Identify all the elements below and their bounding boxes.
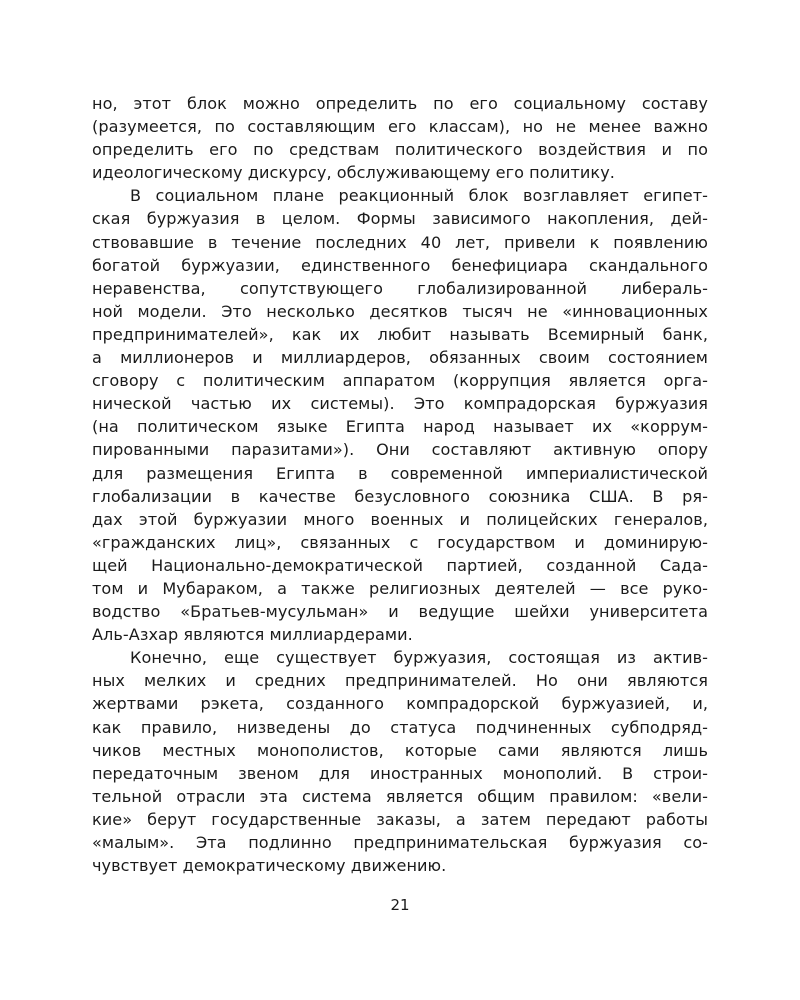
text-line: том и Мубараком, а также религиозных деятелей — все руко-: [92, 578, 708, 598]
text-line: чувствует демократическому движению.: [92, 856, 447, 876]
text-line: «малым». Эта подлинно предпринимательская буржуазия со-: [92, 833, 708, 852]
text-line: Аль-Азхар являются миллиардерами.: [92, 625, 413, 645]
paragraph: [92, 646, 708, 877]
text-line: предпринимателей», как их любит называть Всемирный банк,: [92, 324, 708, 344]
text-line: В социальном плане реакционный блок возглавляет египет-: [130, 186, 708, 206]
text-line: жертвами рэкета, созданного компрадорской буржуазией, и,: [92, 694, 708, 714]
text-line: ская буржуазия в целом. Формы зависимого накопления, дей-: [92, 209, 708, 229]
text-line: Конечно, еще существует буржуазия, состоящая из актив-: [130, 648, 708, 668]
text-line: определить его по средствам политического воздействия и по: [92, 140, 708, 160]
text-line: тельной отрасли эта система является общим правилом: «вели-: [92, 786, 708, 806]
text-line: кие» берут государственные заказы, а затем передают работы: [92, 809, 708, 829]
body-text: [92, 92, 708, 877]
text-line: ствовавшие в течение последних 40 лет, привели к появлению: [92, 232, 708, 252]
text-line: (на политическом языке Египта народ называет их «коррум-: [92, 417, 708, 437]
text-line: но, этот блок можно определить по его социальному составу: [92, 94, 708, 113]
text-line: дах этой буржуазии много военных и полицейских генералов,: [92, 509, 708, 529]
page-number: 21: [390, 896, 410, 914]
text-line: щей Национально-демократической партией, созданной Сада-: [92, 555, 708, 575]
text-line: а миллионеров и миллиардеров, обязанных своим состоянием: [92, 348, 708, 368]
text-line: водство «Братьев-мусульман» и ведущие шейхи университета: [92, 602, 708, 622]
text-line: как правило, низведены до статуса подчиненных субподряд-: [92, 717, 708, 737]
text-line: передаточным звеном для иностранных монополий. В строи-: [92, 763, 708, 783]
text-line: ной модели. Это несколько десятков тысяч не «инновационных: [92, 301, 708, 321]
text-line: (разумеется, по составляющим его классам), но не менее важно: [92, 117, 708, 137]
text-line: глобализации в качестве безусловного союзника США. В ря-: [92, 486, 708, 506]
text-line: идеологическому дискурсу, обслуживающему его политику.: [92, 163, 615, 183]
paragraph: [92, 92, 708, 184]
text-line: для размещения Египта в современной империалистической: [92, 463, 708, 483]
text-line: сговору с политическим аппаратом (коррупция является орга-: [92, 371, 708, 391]
text-line: богатой буржуазии, единственного бенефициара скандального: [92, 255, 708, 275]
text-line: нической частью их системы). Это компрадорская буржуазия: [92, 394, 708, 414]
text-line: «гражданских лиц», связанных с государством и доминирую-: [92, 532, 708, 552]
paragraph: [92, 184, 708, 646]
text-line: ных мелких и средних предпринимателей. Но они являются: [92, 671, 708, 691]
text-line: пированными паразитами»). Они составляют активную опору: [92, 440, 708, 460]
text-line: неравенства, сопутствующего глобализированной либераль-: [92, 278, 708, 298]
text-line: чиков местных монополистов, которые сами являются лишь: [92, 740, 708, 760]
